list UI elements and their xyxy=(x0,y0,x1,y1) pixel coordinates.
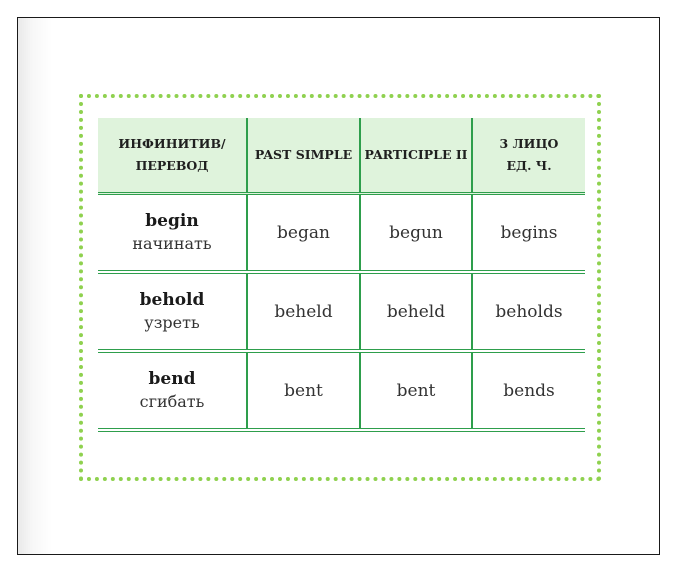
table-row xyxy=(98,272,585,351)
header-infinitive-line1: ИНФИНИТИВ/ xyxy=(118,136,226,152)
translation-word: сгибать xyxy=(139,392,205,412)
irregular-verbs-table xyxy=(98,118,585,432)
header-third-person xyxy=(472,118,585,194)
infinitive-cell xyxy=(98,272,247,351)
infinitive-word: bend xyxy=(148,369,196,390)
participle-cell: bent xyxy=(360,351,472,430)
table-header xyxy=(98,118,585,194)
table-row xyxy=(98,351,585,430)
header-past-simple-label: PAST SIMPLE xyxy=(254,147,353,163)
third-person-cell: begins xyxy=(472,194,585,273)
past-simple-cell: beheld xyxy=(247,272,360,351)
translation-word: узреть xyxy=(144,313,200,333)
header-participle xyxy=(360,118,472,194)
header-infinitive xyxy=(98,118,247,194)
third-person-cell: beholds xyxy=(472,272,585,351)
infinitive-word: begin xyxy=(145,211,199,232)
infinitive-cell xyxy=(98,351,247,430)
infinitive-word: behold xyxy=(139,290,205,311)
header-past-simple xyxy=(247,118,360,194)
third-person-cell: bends xyxy=(472,351,585,430)
header-participle-label: PARTICIPLE II xyxy=(364,147,468,163)
infinitive-cell xyxy=(98,194,247,273)
header-infinitive-line2: ПЕРЕВОД xyxy=(135,158,209,173)
header-third-person-line2: ЕД. Ч. xyxy=(506,158,552,173)
past-simple-cell: bent xyxy=(247,351,360,430)
participle-cell: beheld xyxy=(360,272,472,351)
translation-word: начинать xyxy=(132,234,212,254)
participle-cell: begun xyxy=(360,194,472,273)
header-row xyxy=(98,118,585,194)
past-simple-cell: began xyxy=(247,194,360,273)
header-third-person-line1: 3 ЛИЦО xyxy=(499,136,559,152)
table-row xyxy=(98,194,585,273)
